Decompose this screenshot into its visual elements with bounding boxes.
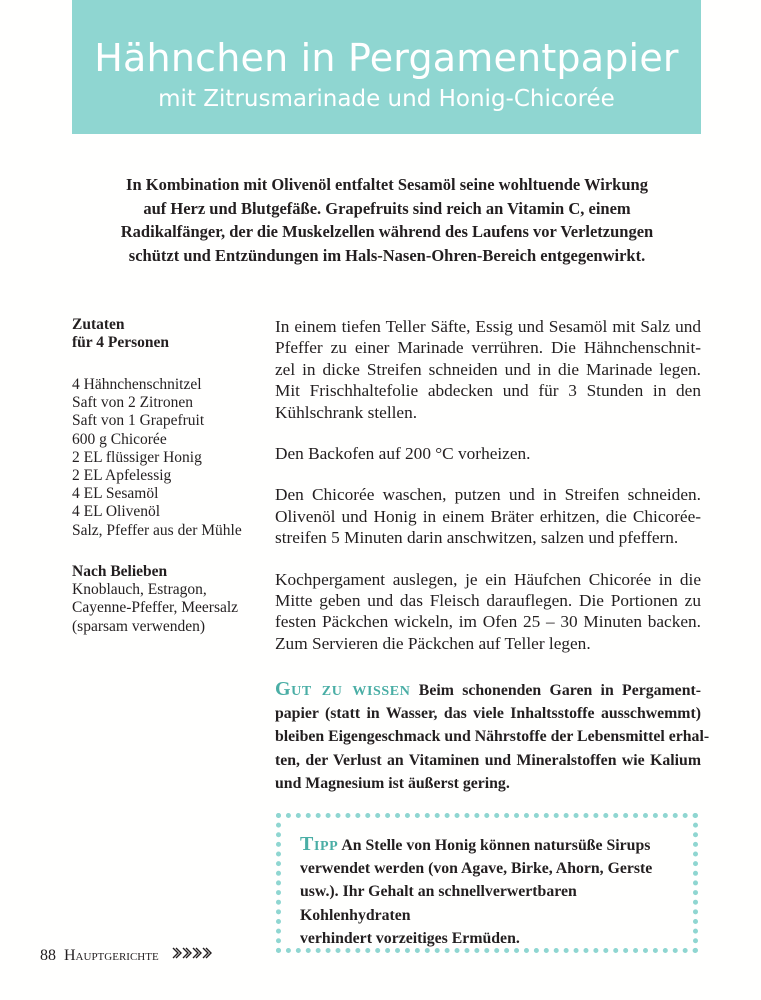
step-line: Den Chicorée waschen, putzen und in Streifen schneiden. (275, 485, 701, 505)
ingredients-heading-line1: Zutaten (72, 316, 125, 333)
ingredient-item: 4 Hähnchenschnitzel (72, 376, 202, 393)
step-line: Pfeffer zu einer Marinade verrühren. Die Hähnchenschnit- (275, 338, 701, 358)
tip-line: verwendet werden (von Agave, Birke, Ahorn, Gerste (300, 860, 653, 878)
optional-line: (sparsam verwenden) (72, 617, 205, 635)
tip-first-line (300, 833, 680, 857)
step-paragraph (275, 569, 701, 655)
step-line: Zum Servieren die Päckchen auf Teller legen. (275, 633, 591, 653)
good-to-know-line: Beim schonenden Garen in Pergament- (418, 682, 701, 699)
good-to-know-line: ten, der Verlust an Vitaminen und Mineralstoffen wie Kalium (275, 751, 701, 769)
step-paragraph (275, 443, 701, 464)
recipe-title: Hähnchen in Pergamentpapier (94, 36, 679, 80)
optional-line: Knoblauch, Estragon, (72, 581, 207, 599)
preparation-steps (275, 316, 701, 674)
good-to-know-label: Gut zu wissen (275, 678, 411, 700)
optional-line: Cayenne-Pfeffer, Meersalz (72, 599, 239, 617)
step-line: zel in dicke Streifen schneiden und in die Marinade legen. (275, 359, 701, 379)
good-to-know-line: papier (statt in Wasser, das viele Inhaltsstoffe ausschwemmt) (275, 705, 701, 723)
ingredient-item: 4 EL Olivenöl (72, 503, 161, 521)
ingredients-list (72, 376, 257, 540)
tip-line: verhindert vorzeitiges Ermüden. (300, 929, 520, 947)
optional-heading: Nach Belieben (72, 563, 168, 580)
step-line: Kühlschrank stellen. (275, 402, 418, 422)
good-to-know-first-line (275, 678, 701, 702)
page-number: 88 (40, 947, 56, 964)
good-to-know-line: und Magnesium ist äußerst gering. (275, 774, 510, 792)
step-line: In einem tiefen Teller Säfte, Essig und Sesamöl mit Salz und (275, 317, 701, 336)
page-footer (40, 944, 217, 968)
ingredient-item: 4 EL Sesamöl (72, 485, 159, 503)
ingredient-item: Saft von 2 Zitronen (72, 394, 193, 412)
tip-line: An Stelle von Honig können natursüße Sirups (341, 837, 651, 854)
step-line: streifen 5 Minuten darin anschwitzen, salzen und pfeffern. (275, 528, 679, 548)
recipe-subtitle: mit Zitrusmarinade und Honig-Chicorée (158, 86, 615, 112)
ingredient-item: 2 EL flüssiger Honig (72, 448, 202, 466)
step-paragraph (275, 316, 701, 423)
intro-line: schützt und Entzündungen im Hals-Nasen-Ohren-Bereich entgegenwirkt. (128, 245, 646, 265)
chevrons-right-icon (171, 944, 217, 968)
step-line: Mitte geben und das Fleisch darauflegen. Die Portionen zu (275, 591, 701, 611)
step-line: festen Päckchen wickeln, im Ofen 25 – 30 Minuten backen. (275, 612, 701, 632)
ingredients-heading-line2: für 4 Personen (72, 334, 170, 352)
title-banner (72, 0, 701, 134)
good-to-know-line: bleiben Eigengeschmack und Nährstoffe der Lebensmittel erhal- (275, 728, 710, 746)
tip-line: usw.). Ihr Gehalt an schnellverwertbaren Kohlenhydraten (300, 883, 577, 924)
ingredients-heading (72, 316, 257, 352)
tip-label: Tipp (300, 833, 339, 855)
step-line: Olivenöl und Honig in einem Bräter erhitzen, die Chicorée- (275, 506, 701, 526)
ingredient-item: 600 g Chicorée (72, 430, 167, 448)
step-line: Mit Frischhaltefolie abdecken und für 3 Stunden in den (275, 381, 701, 401)
optional-ingredients (72, 563, 257, 636)
ingredient-item: 2 EL Apfelessig (72, 467, 172, 485)
intro-paragraph (100, 173, 674, 267)
step-paragraph (275, 484, 701, 548)
ingredient-item: Salz, Pfeffer aus der Mühle (72, 521, 242, 539)
good-to-know-box (275, 678, 710, 795)
tip-text (300, 833, 680, 950)
intro-line: In Kombination mit Olivenöl entfaltet Sesamöl seine wohltuende Wirkung (126, 175, 648, 194)
step-line: Den Backofen auf 200 °C vorheizen. (275, 444, 531, 464)
section-name: Hauptgerichte (64, 947, 159, 964)
step-line: Kochpergament auslegen, je ein Häufchen Chicorée in die (275, 569, 701, 589)
intro-line: auf Herz und Blutgefäße. Grapefruits sind reich an Vitamin C, einem (143, 198, 631, 218)
ingredient-item: Saft von 1 Grapefruit (72, 412, 205, 430)
intro-line: Radikalfänger, der die Muskelzellen während des Laufens vor Verletzungen (120, 222, 654, 241)
